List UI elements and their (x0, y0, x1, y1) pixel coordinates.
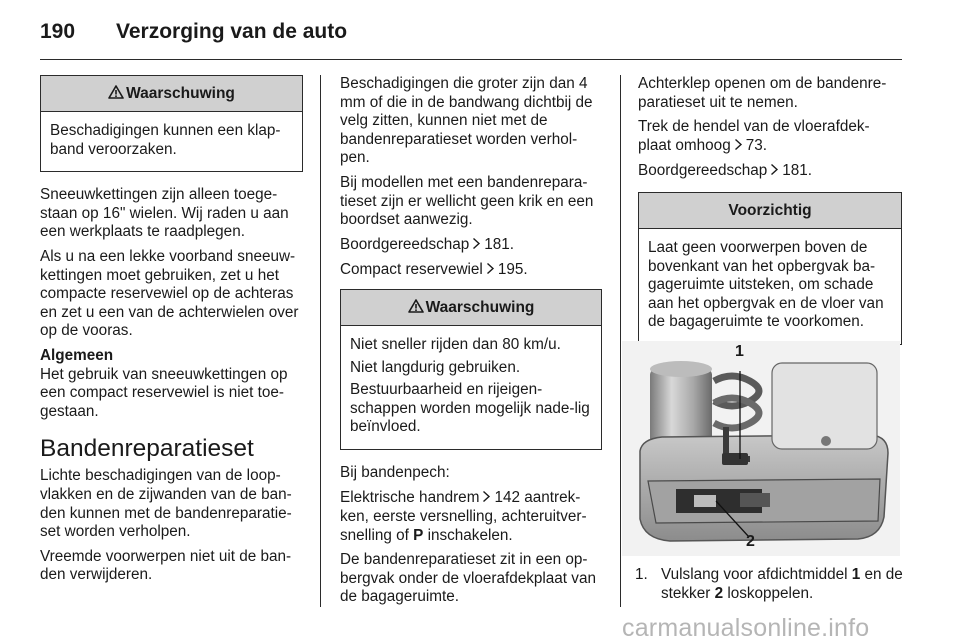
warning-box-text: Niet sneller rijden dan 80 km/u. (350, 335, 561, 353)
header-divider (40, 59, 902, 60)
figure-callout-1: 1 (735, 343, 744, 360)
reference-arrow-icon (482, 490, 491, 509)
reference-arrow-icon (472, 237, 481, 256)
warning-triangle-icon (108, 77, 124, 112)
paragraph: Trek de hendel van de vloerafdek-plaat omhoog 73. (638, 118, 902, 156)
caution-box-title: Voorzichtig (639, 193, 901, 229)
paragraph: Elektrische handrem 142 aantrek-ken, eerste versnelling, achteruitver-snelling of P inschakelen. (340, 488, 587, 544)
reference-page: 195. (497, 261, 528, 279)
list-item-number: 1. (635, 566, 648, 583)
paragraph: Sneeuwkettingen zijn alleen toege-staan op 16" wielen. Wij raden u aan een werkplaats te raadplegen. (40, 186, 289, 241)
list-item-text: Vulslang voor afdichtmiddel 1 en de stekker 2 loskoppelen. (661, 566, 903, 602)
column-divider-2 (620, 75, 621, 607)
warning-box-text: Bestuurbaarheid en rijeigen-schappen worden mogelijk nade-lig beïnvloed. (350, 381, 590, 436)
warning-box-header (41, 76, 302, 112)
warning-box-title: Waarschuwing (126, 85, 235, 102)
warning-box-text: Niet langdurig gebruiken. (350, 358, 521, 376)
paragraph: Lichte beschadigingen van de loop-vlakken en de zijwanden van de ban-den kunnen met de bandenreparatie-set worden verholpen. (40, 467, 292, 541)
warning-box (40, 75, 303, 172)
cross-reference[interactable] (340, 261, 602, 281)
reference-text: Boordgereedschap (340, 235, 470, 253)
page-number: 190 (40, 20, 76, 43)
caution-box (638, 192, 902, 345)
paragraph: Beschadigingen die groter zijn dan 4 mm of die in de bandwang dichtbij de velg zitten, kunnen niet met de bandenreparatieset worden verhol-pen. (340, 75, 593, 167)
column-divider-1 (320, 75, 321, 607)
reference-page[interactable]: 142 (494, 488, 520, 506)
page-title: Verzorging van de auto (116, 20, 348, 43)
reference-page: 181. (484, 235, 515, 253)
paragraph: Achterklep openen om de bandenre-paratieset uit te nemen. (638, 75, 887, 111)
paragraph: Bij bandenpech: (340, 463, 450, 481)
warning-box (340, 289, 602, 450)
caution-box-text: Laat geen voorwerpen boven de bovenkant van het opbergvak ba-gageruimte uitsteken, om schade aan het opbergvak en de vloer van de bagageruimte te voorkomen. (648, 238, 884, 331)
reference-page: 181. (782, 162, 813, 180)
paragraph: Bij modellen met een bandenrepara-tieset zijn er wellicht geen krik en een boordset aanwezig. (340, 173, 594, 229)
reference-arrow-icon (770, 163, 779, 182)
warning-box-text: Beschadigingen kunnen een klap-band veroorzaken. (50, 122, 281, 158)
reference-arrow-icon (734, 138, 743, 157)
column-1 (40, 75, 303, 591)
reference-text: Boordgereedschap (638, 162, 768, 180)
paragraph: De bandenreparatieset zit in een op-bergvak onder de vloerafdekplaat van de bagageruimte. (340, 551, 596, 606)
sub-heading: Algemeen (40, 346, 114, 364)
paragraph: Het gebruik van sneeuwkettingen op een compact reservewiel is niet toe-gestaan. (40, 365, 288, 420)
paragraph: Vreemde voorwerpen niet uit de ban-den verwijderen. (40, 547, 292, 584)
repair-kit-illustration (622, 341, 900, 556)
reference-arrow-icon (486, 262, 495, 281)
figure-callout-2: 2 (746, 533, 755, 550)
warning-box-header (341, 290, 601, 326)
column-3 (638, 75, 902, 359)
cross-reference[interactable] (340, 236, 602, 256)
watermark: carmanualsonline.info (622, 614, 870, 642)
cross-reference[interactable] (638, 162, 902, 182)
warning-box-title: Waarschuwing (425, 298, 535, 316)
reference-text: Compact reservewiel (340, 261, 483, 279)
warning-triangle-icon (408, 291, 424, 326)
reference-page[interactable]: 73. (745, 136, 767, 154)
paragraph: Als u na een lekke voorband sneeuw-kettingen moet gebruiken, zet u het compacte reservewiel op de achteras en zet u een van de achterwielen over op de vooras. (40, 247, 299, 340)
column-2 (340, 75, 602, 613)
section-heading: Bandenreparatieset (40, 435, 254, 463)
